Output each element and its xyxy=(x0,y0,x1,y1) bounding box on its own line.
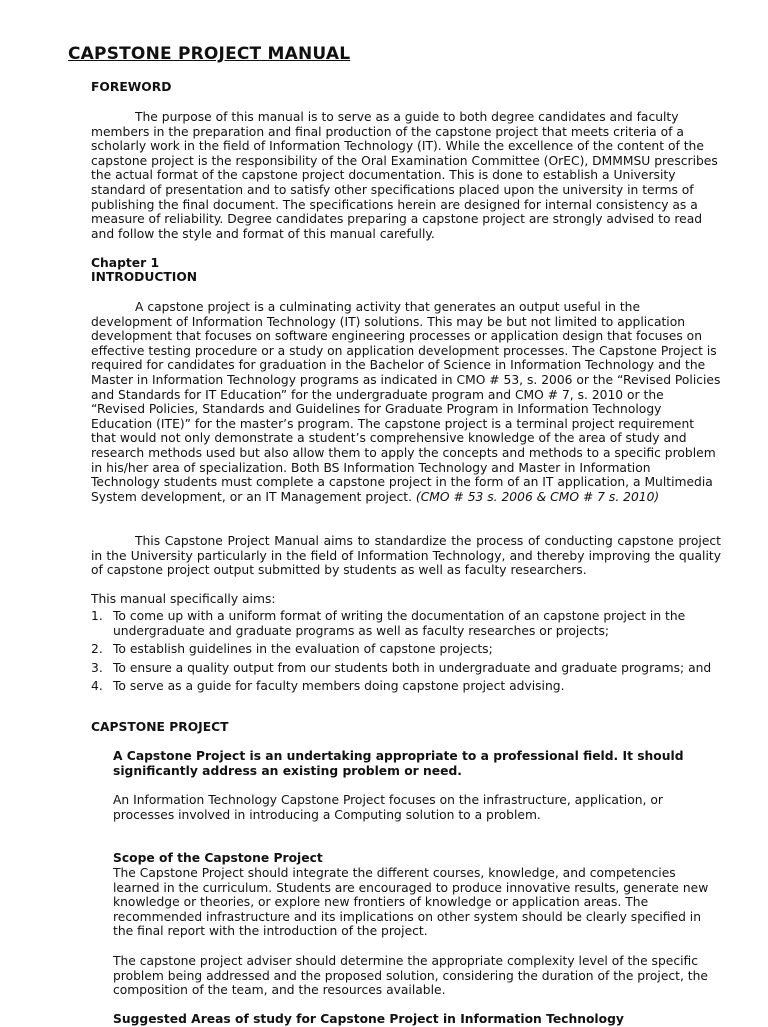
list-item xyxy=(91,642,721,657)
list-item xyxy=(91,679,721,694)
list-item-number: 2. xyxy=(91,642,103,657)
list-item-text: To ensure a quality output from our students both in undergraduate and graduate programs; and xyxy=(113,660,712,675)
adviser-paragraph: The capstone project adviser should determine the appropriate complexity level of the specific problem being addressed and the proposed solution, considering the duration of the project, the composition of the team, and the resources available. xyxy=(113,954,708,998)
introduction-paragraph-1 xyxy=(91,300,721,504)
scope-paragraph: The Capstone Project should integrate the different courses, knowledge, and competencies learned in the curriculum. Students are encouraged to produce innovative results, generate new knowledge or theories, or explore new frontiers of knowledge or application areas. The recommended infrastructure and its implications on other system should be clearly specified in the final report with the introduction of the project. xyxy=(113,866,709,939)
capstone-it-paragraph: An Information Technology Capstone Project focuses on the infrastructure, application, or processes involved in introducing a Computing solution to a problem. xyxy=(113,793,663,822)
introduction-paragraph-1-text: A capstone project is a culminating activity that generates an output useful in the development of Information Technology (IT) solutions. This may be but not limited to application development that focuses on software engineering processes or application design that focuses on effective testing procedure or a study on application development processes. The Capstone Project is required for candidates for graduation in the Bachelor of Science in Information Technology and the Master in Information Technology programs as indicated in CMO # 53, s. 2006 or the “Revised Policies and Standards for IT Education” for the undergraduate program and CMO # 7, s. 2010 or the “Revised Policies, Standards and Guidelines for Graduate Program in Information Technology Education (ITE)” for the master’s program. The capstone project is a terminal project requirement that would not only demonstrate a student’s comprehensive knowledge of the area of study and research methods used but also allow them to apply the concepts and methods to a specific problem in his/her area of specialization. Both BS Information Technology and Master in Information Technology students must complete a capstone project in the form of an IT application, a Multimedia System development, or an IT Management project. xyxy=(91,300,721,504)
list-item-text: To establish guidelines in the evaluation of capstone projects; xyxy=(113,642,493,657)
list-item-number: 4. xyxy=(91,679,103,694)
aims-list xyxy=(91,609,721,698)
list-item-number: 3. xyxy=(91,660,103,675)
areas-heading: Suggested Areas of study for Capstone Project in Information Technology xyxy=(113,1012,624,1026)
list-item-number: 1. xyxy=(91,609,103,623)
list-item xyxy=(91,609,721,638)
list-item xyxy=(91,661,721,676)
introduction-paragraph-2: This Capstone Project Manual aims to standardize the process of conducting capstone project in the University particularly in the field of Information Technology, and thereby improving the quality of capstone project output submitted by students as well as faculty researchers. xyxy=(91,534,721,578)
capstone-definition: A Capstone Project is an undertaking appropriate to a professional field. It should significantly address an existing problem or need. xyxy=(113,749,684,778)
chapter-label: Chapter 1 xyxy=(91,256,159,270)
document-title: CAPSTONE PROJECT MANUAL xyxy=(68,44,351,64)
foreword-paragraph: The purpose of this manual is to serve as a guide to both degree candidates and faculty members in the preparation and final production of the capstone project that meets criteria of a scholarly work in the field of Information Technology (IT). While the excellence of the content of the capstone project is the responsibility of the Oral Examination Committee (OrEC), DMMMSU prescribes the actual format of the capstone project documentation. This is done to establish a University standard of presentation and to satisfy other specifications placed upon the university in terms of publishing the final document. The specifications herein are designed for internal consistency as a measure of reliability. Degree candidates preparing a capstone project are strongly advised to read and follow the style and format of this manual carefully. xyxy=(91,110,718,241)
list-item-text: To come up with a uniform format of writing the documentation of an capstone project in the undergraduate and graduate programs as well as faculty researches or projects; xyxy=(113,609,686,638)
aims-intro: This manual specifically aims: xyxy=(91,592,276,606)
capstone-heading: CAPSTONE PROJECT xyxy=(91,720,229,734)
introduction-citation: (CMO # 53 s. 2006 & CMO # 7 s. 2010) xyxy=(415,489,660,504)
scope-heading: Scope of the Capstone Project xyxy=(113,851,323,865)
chapter-heading: INTRODUCTION xyxy=(91,270,198,284)
list-item-text: To serve as a guide for faculty members doing capstone project advising. xyxy=(113,679,565,694)
foreword-heading: FOREWORD xyxy=(91,80,172,94)
